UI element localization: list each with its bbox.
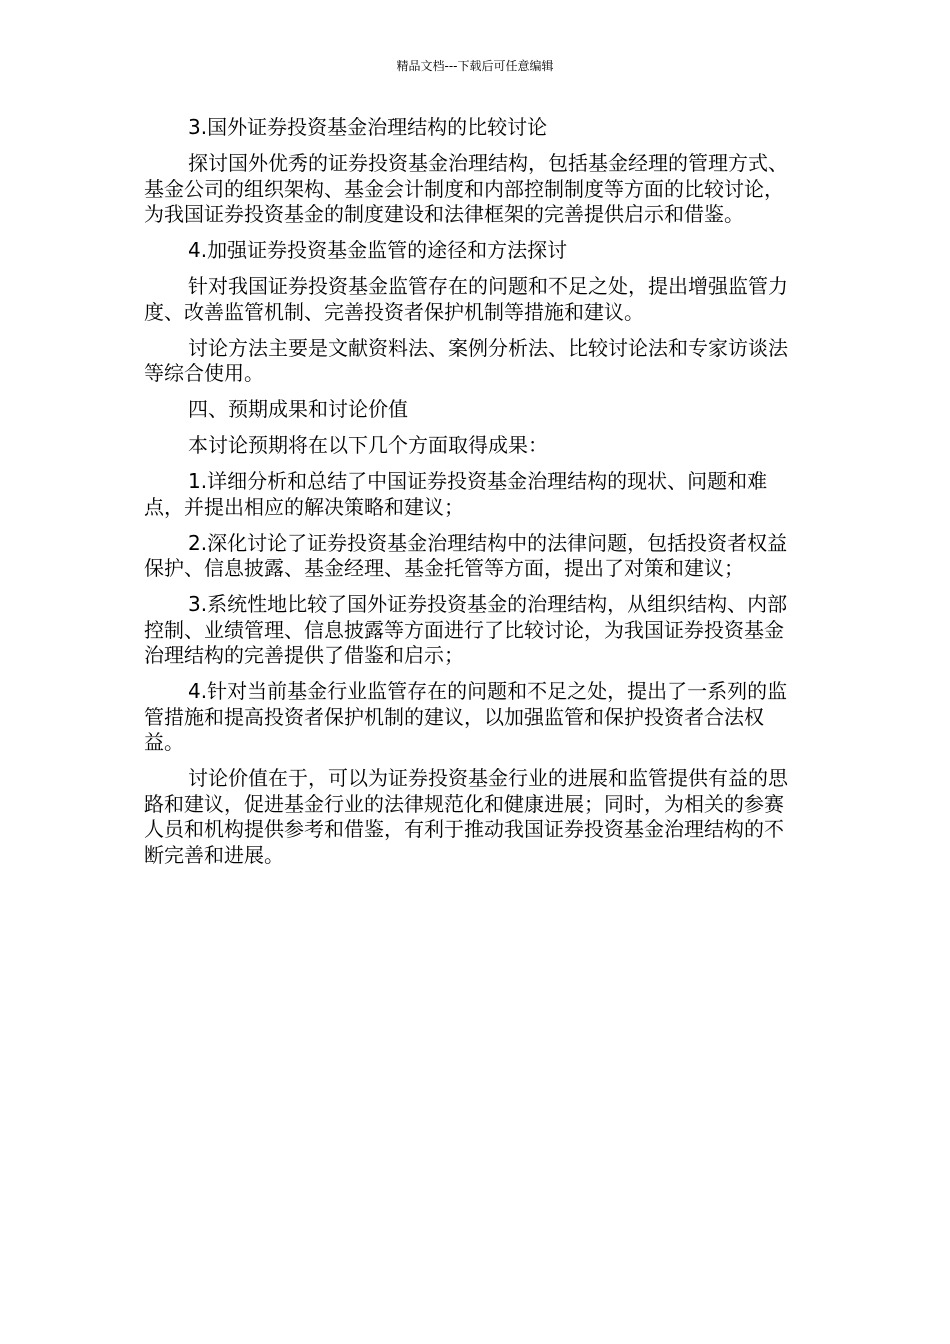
list-item: 1.详细分析和总结了中国证券投资基金治理结构的现状、问题和难点，并提出相应的解决策略和建议； — [144, 469, 768, 519]
body-paragraph: 讨论方法主要是文献资料法、案例分析法、比较讨论法和专家访谈法等综合使用。 — [144, 335, 788, 385]
list-item: 4.针对当前基金行业监管存在的问题和不足之处，提出了一系列的监管措施和提高投资者保护机制的建议，以加强监管和保护投资者合法权益。 — [144, 679, 788, 754]
page-header: 精品文档---下载后可任意编辑 — [396, 59, 554, 73]
section-heading-foreign-comparison: 3.国外证券投资基金治理结构的比较讨论 — [188, 115, 548, 139]
list-item: 3.系统性地比较了国外证券投资基金的治理结构，从组织结构、内部控制、业绩管理、信息披露等方面进行了比较讨论，为我国证券投资基金治理结构的完善提供了借鉴和启示； — [144, 592, 788, 667]
body-paragraph: 针对我国证券投资基金监管存在的问题和不足之处，提出增强监管力度、改善监管机制、完善投资者保护机制等措施和建议。 — [144, 274, 788, 324]
section-heading-supervision: 4.加强证券投资基金监管的途径和方法探讨 — [188, 238, 568, 262]
section-heading-expected-results: 四、预期成果和讨论价值 — [188, 397, 408, 421]
document-body — [144, 115, 794, 879]
body-paragraph: 讨论价值在于，可以为证券投资基金行业的进展和监管提供有益的思路和建议，促进基金行业的法律规范化和健康进展；同时，为相关的参赛人员和机构提供参考和借鉴，有利于推动我国证券投资基金治理结构的不断完善和进展。 — [144, 766, 788, 867]
body-paragraph: 探讨国外优秀的证券投资基金治理结构，包括基金经理的管理方式、基金公司的组织架构、基金会计制度和内部控制制度等方面的比较讨论，为我国证券投资基金的制度建设和法律框架的完善提供启示和借鉴。 — [144, 151, 788, 226]
body-paragraph: 本讨论预期将在以下几个方面取得成果： — [188, 433, 548, 457]
list-item: 2.深化讨论了证券投资基金治理结构中的法律问题，包括投资者权益保护、信息披露、基金经理、基金托管等方面，提出了对策和建议； — [144, 530, 788, 580]
